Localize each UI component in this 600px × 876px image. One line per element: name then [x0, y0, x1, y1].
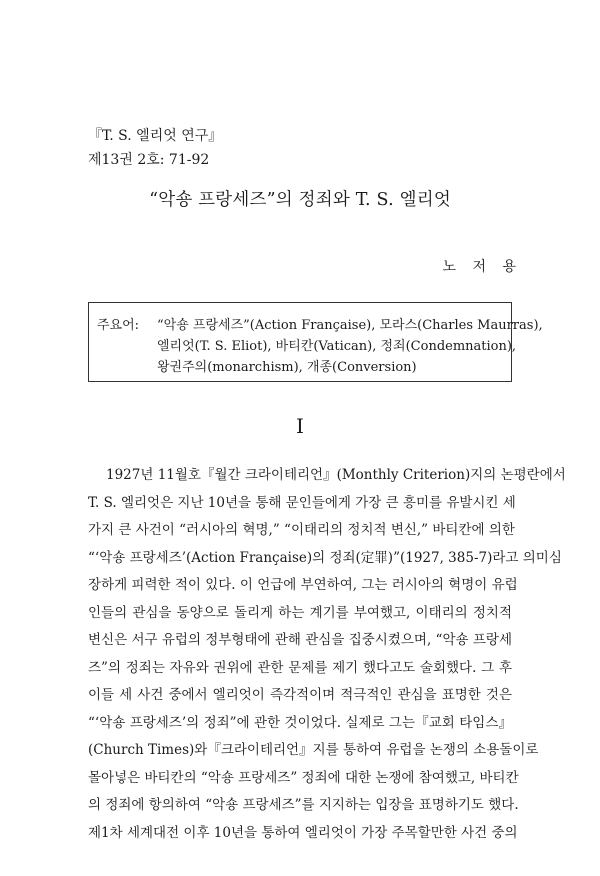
keywords-line: “악숑 프랑세즈”(Action Française), 모라스(Charles Maurras),	[157, 318, 543, 333]
body-line: “‘악숑 프랑세즈’의 정죄”에 관한 것이었다. 실제로 그는『교회 타임스』	[88, 714, 512, 731]
section-number: I	[296, 414, 304, 438]
keywords-label: 주요어:	[97, 318, 140, 333]
body-line: 의 정죄에 항의하여 “악숑 프랑세즈”를 지지하는 입장을 표명하기도 했다.	[88, 797, 519, 813]
journal-header	[88, 124, 222, 172]
body-line: 제1차 세계대전 이후 10년을 통하여 엘리엇이 가장 주목할만한 사건 중의	[88, 824, 518, 841]
body-line: 몰아넣은 바티칸의 “악숑 프랑세즈” 정죄에 대한 논쟁에 참여했고, 바티칸	[88, 769, 519, 786]
keywords-line: 엘리엇(T. S. Eliot), 바티칸(Vatican), 정죄(Condemnation),	[157, 339, 517, 354]
journal-issue: 제13권 2호: 71-92	[88, 152, 210, 168]
body-line: 1927년 11월호『월간 크라이테리언』(Monthly Criterion)지의 논평란에서	[106, 467, 566, 483]
body-line: 인들의 관심을 동양으로 돌리게 하는 계기를 부여했고, 이태리의 정치적	[88, 604, 512, 621]
body-line: T. S. 엘리엇은 지난 10년을 통해 문인들에게 가장 큰 흥미를 유발시킨 세	[88, 494, 516, 511]
body-line: 변신은 서구 유럽의 정부형태에 관해 관심을 집중시켰으며, “악숑 프랑세	[88, 632, 512, 648]
body-line: 즈”의 정죄는 자유와 권위에 관한 문제를 제기 했다고도 술회했다. 그 후	[88, 659, 512, 676]
journal-name: 『T. S. 엘리엇 연구』	[88, 128, 223, 144]
body-line: “‘악숑 프랑세즈’(Action Française)의 정죄(定罪)”(1927, 385-7)라고 의미심	[88, 549, 562, 566]
article-title: “악숑 프랑세즈”의 정죄와 T. S. 엘리엇	[149, 190, 451, 210]
body-line: (Church Times)와『크라이테리언』지를 통하여 유럽을 논쟁의 소용돌이로	[88, 742, 539, 758]
author-name: 노 저 용	[442, 259, 522, 275]
body-line: 이들 세 사건 중에서 엘리엇이 즉각적이며 적극적인 관심을 표명한 것은	[88, 687, 512, 703]
body-paragraph	[88, 462, 566, 847]
body-line: 장하게 피력한 적이 있다. 이 언급에 부연하여, 그는 러시아의 혁명이 유럽	[88, 577, 518, 593]
keywords-box	[88, 302, 543, 382]
keywords-line: 왕권주의(monarchism), 개종(Conversion)	[157, 360, 417, 375]
body-line: 가지 큰 사건이 “러시아의 혁명,” “이태리의 정치적 변신,” 바티칸에 의한	[88, 522, 515, 538]
